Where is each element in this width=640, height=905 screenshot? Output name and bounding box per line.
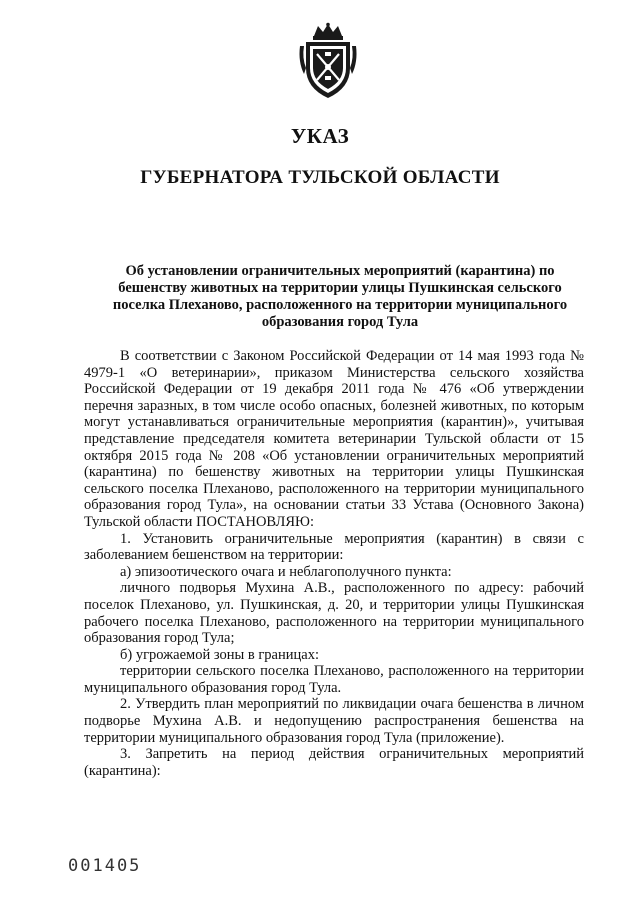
body-paragraph: 1. Установить ограничительные мероприятия (карантин) в связи с заболеванием бешенством на территории: — [84, 530, 584, 564]
body-paragraph: 3. Запретить на период действия ограничительных мероприятий (карантина): — [84, 746, 584, 779]
body-paragraph: личного подворья Мухина А.В., расположенного по адресу: рабочий поселок Плеханово, ул. Пушкинская, д. 20, и территории улицы Пушкинская рабочего поселка Плеханово, расположенного на территории муниципального образования город Тула; — [84, 580, 584, 647]
body-paragraph: а) эпизоотического очага и неблагополучного пункта: — [120, 563, 452, 580]
body-paragraph: б) угрожаемой зоны в границах: — [120, 646, 319, 663]
document-serial-number: 001405 — [68, 856, 142, 876]
document-subject: Об установлении ограничительных мероприятий (карантина) по бешенству животных на территории улицы Пушкинская сельского поселка Плеханово, расположенного на территории муниципального образования город Тула — [112, 263, 568, 330]
document-body — [84, 348, 584, 779]
body-paragraph: 2. Утвердить план мероприятий по ликвидации очага бешенства в личном подворье Мухина А.В. и недопущению распространения бешенства на территории муниципального образования город Тула (приложение). — [84, 696, 584, 746]
body-paragraph: В соответствии с Законом Российской Федерации от 14 мая 1993 года № 4979-1 «О ветеринарии», приказом Министерства сельского хозяйства Российской Федерации от 19 декабря 2011 года № 476 «Об утверждении перечня заразных, в том числе особо опасных, болезней животных, по которым могут устанавливаться ограничительные мероприятия (карантин)», учитывая представление председателя комитета ветеринарии Тульской области от 15 октября 2015 года № 208 «Об установлении ограничительных мероприятий (карантина) по бешенству животных на территории улицы Пушкинская сельского поселка Плеханово, расположенного на территории муниципального образования город Тула», на основании статьи 33 Устава (Основного Закона) Тульской области ПОСТАНОВЛЯЮ: — [84, 348, 584, 530]
document-issuer: ГУБЕРНАТОРА ТУЛЬСКОЙ ОБЛАСТИ — [140, 167, 500, 188]
tula-coat-of-arms-icon — [296, 22, 360, 100]
document-title: УКАЗ — [290, 124, 350, 148]
body-paragraph: территории сельского поселка Плеханово, расположенного на территории муниципального образования город Тула. — [84, 663, 584, 696]
